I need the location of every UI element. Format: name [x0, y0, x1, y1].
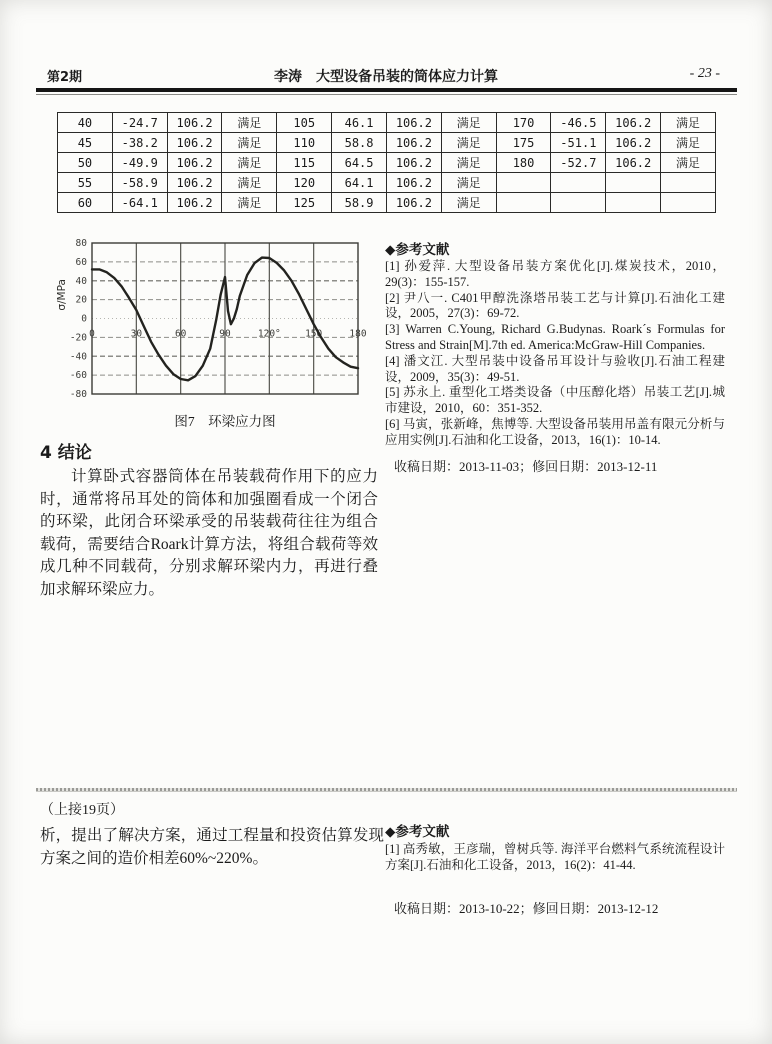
table-cell: 满足 — [222, 113, 277, 133]
table-cell: 64.5 — [332, 153, 387, 173]
table-cell: 40 — [58, 113, 113, 133]
table-row — [58, 133, 716, 153]
table-cell: 125 — [277, 193, 332, 213]
received-revised-dates: 收稿日期：2013-11-03；修回日期：2013-12-11 — [394, 459, 658, 474]
table-cell: -58.9 — [112, 173, 167, 193]
chart-y-tick-label: 80 — [75, 238, 87, 249]
chart-y-axis-title: σ/MPa — [56, 279, 68, 311]
references-list — [385, 259, 725, 449]
table-cell — [496, 173, 551, 193]
table-row — [58, 113, 716, 133]
issue-label: 第2期 — [47, 70, 83, 85]
table-cell: 106.2 — [167, 153, 222, 173]
table-cell: 满足 — [441, 133, 496, 153]
chart-y-tick-label: -80 — [69, 389, 87, 400]
chart-x-tick-label: 0 — [89, 328, 95, 340]
reference-item: [3] Warren C.Young, Richard G.Budynas. Roark´s Formulas for Stress and Strain[M].7th ed. America:McGraw-Hill Companies. — [385, 322, 725, 352]
table-cell: 满足 — [222, 153, 277, 173]
table-cell: 满足 — [441, 153, 496, 173]
table-cell: -46.5 — [551, 113, 606, 133]
chart-y-tick-label: 20 — [75, 294, 87, 306]
chart-x-tick-label: 60 — [174, 328, 187, 340]
table-cell: 120 — [277, 173, 332, 193]
table-cell: 满足 — [661, 153, 716, 173]
table-cell: 170 — [496, 113, 551, 133]
running-title: 李涛 大型设备吊装的筒体应力计算 — [274, 69, 498, 85]
chart-y-tick-label: -60 — [69, 370, 87, 382]
figure-caption: 图7 环梁应力图 — [174, 414, 276, 429]
table-cell: 106.2 — [606, 133, 661, 153]
table-cell: 满足 — [441, 173, 496, 193]
table-cell: 106.2 — [386, 193, 441, 213]
table-cell: 115 — [277, 153, 332, 173]
table-cell: 满足 — [222, 173, 277, 193]
table-cell: 106.2 — [167, 193, 222, 213]
table-cell: 106.2 — [606, 153, 661, 173]
table-cell — [606, 173, 661, 193]
table-cell: -51.1 — [551, 133, 606, 153]
reference-item: [1] 孙爱萍. 大型设备吊装方案优化[J].煤炭技术，2010，29(3)：155-157. — [385, 259, 725, 289]
table-cell: 106.2 — [606, 113, 661, 133]
table-cell: -24.7 — [112, 113, 167, 133]
table-cell — [661, 193, 716, 213]
reference-item: [5] 苏永上. 重型化工塔类设备（中压醇化塔）吊装工艺[J].城市建设，2010，60：351-352. — [385, 385, 725, 416]
table-cell — [496, 193, 551, 213]
continued-received-revised-dates: 收稿日期：2013-10-22；修回日期：2013-12-12 — [394, 901, 659, 916]
chart-x-tick-label: 30 — [130, 328, 143, 340]
table-cell: 60 — [58, 193, 113, 213]
reference-item: [2] 尹八一. C401甲醇洗涤塔吊装工艺与计算[J].石油化工建设，2005，27(3)：69-72. — [385, 290, 725, 321]
reference-item: [4] 潘文江. 大型吊装中设备吊耳设计与验收[J].石油工程建设，2009，35(3)：49-51. — [385, 353, 725, 384]
table-cell — [661, 173, 716, 193]
table-cell: 58.9 — [332, 193, 387, 213]
table-cell: 满足 — [661, 113, 716, 133]
reference-item: [6] 马寅，张新峰，焦博等. 大型设备吊装用吊盖有限元分析与应用实例[J].石油和化工设备，2013，16(1)：10-14. — [385, 416, 725, 447]
table-cell — [551, 173, 606, 193]
table-cell — [606, 193, 661, 213]
table-cell: 64.1 — [332, 173, 387, 193]
header-rule — [36, 88, 737, 95]
table-cell: 50 — [58, 153, 113, 173]
table-cell: 106.2 — [386, 173, 441, 193]
section-separator — [36, 788, 737, 792]
table-cell: 45 — [58, 133, 113, 153]
table-cell: 106.2 — [386, 133, 441, 153]
conclusion-paragraph: 计算卧式容器筒体在吊装载荷作用下的应力时，通常将吊耳处的筒体和加强圈看成一个闭合的环梁，此闭合环梁承受的吊装载荷往往为组合载荷，需要结合Roark计算方法，将组合载荷等效成几种不同载荷，分别求解环梁内力，再进行叠加求解环梁应力。 — [40, 468, 378, 598]
chart-x-tick-label: 120° — [257, 328, 281, 340]
table-cell: -52.7 — [551, 153, 606, 173]
table-cell: 106.2 — [386, 153, 441, 173]
table-cell: 106.2 — [167, 173, 222, 193]
table-cell: 106.2 — [167, 133, 222, 153]
chart-y-tick-label: 0 — [81, 313, 87, 325]
table-cell: 175 — [496, 133, 551, 153]
table-cell: 180 — [496, 153, 551, 173]
table-cell: 满足 — [441, 113, 496, 133]
table-cell — [551, 193, 606, 213]
continued-paragraph: 析，提出了解决方案，通过工程量和投资估算发现方案之间的造价相差60%~220%。 — [40, 827, 384, 867]
ring-beam-stress-chart — [55, 236, 375, 406]
page-number: - 23 - — [689, 66, 720, 81]
continued-from-note: （上接19页） — [40, 803, 124, 818]
chart-svg — [55, 236, 375, 406]
table-row — [58, 193, 716, 213]
table-cell: 满足 — [661, 133, 716, 153]
references-heading: ◆参考文献 — [385, 242, 450, 258]
table-body — [58, 113, 716, 213]
continued-references-heading: ◆参考文献 — [385, 824, 450, 840]
continued-references-list — [385, 841, 725, 873]
chart-y-tick-label: 60 — [75, 256, 87, 268]
table-cell: 满足 — [441, 193, 496, 213]
chart-x-tick-label: 150 — [305, 328, 323, 340]
table-row — [58, 153, 716, 173]
table-cell: -38.2 — [112, 133, 167, 153]
table-row — [58, 173, 716, 193]
table-cell: -49.9 — [112, 153, 167, 173]
reference-item: [1] 高秀敏，王彦瑞，曾树兵等. 海洋平台燃料气系统流程设计方案[J].石油和化工设备，2013，16(2)：41-44. — [385, 842, 725, 872]
table-cell: -64.1 — [112, 193, 167, 213]
table-cell: 58.8 — [332, 133, 387, 153]
table-cell: 满足 — [222, 133, 277, 153]
table-cell: 105 — [277, 113, 332, 133]
chart-y-tick-label: -40 — [69, 351, 87, 363]
table-cell: 106.2 — [167, 113, 222, 133]
table-cell: 106.2 — [386, 113, 441, 133]
table-cell: 55 — [58, 173, 113, 193]
chart-x-tick-label: 90 — [219, 328, 231, 340]
table-cell: 46.1 — [332, 113, 387, 133]
table-cell: 满足 — [222, 193, 277, 213]
chart-y-tick-label: 40 — [75, 275, 87, 287]
chart-y-tick-label: -20 — [69, 332, 87, 344]
table-cell: 110 — [277, 133, 332, 153]
conclusion-heading: 4 结论 — [40, 443, 92, 463]
stress-results-table — [57, 112, 716, 213]
chart-x-tick-label: 180 — [349, 328, 367, 340]
